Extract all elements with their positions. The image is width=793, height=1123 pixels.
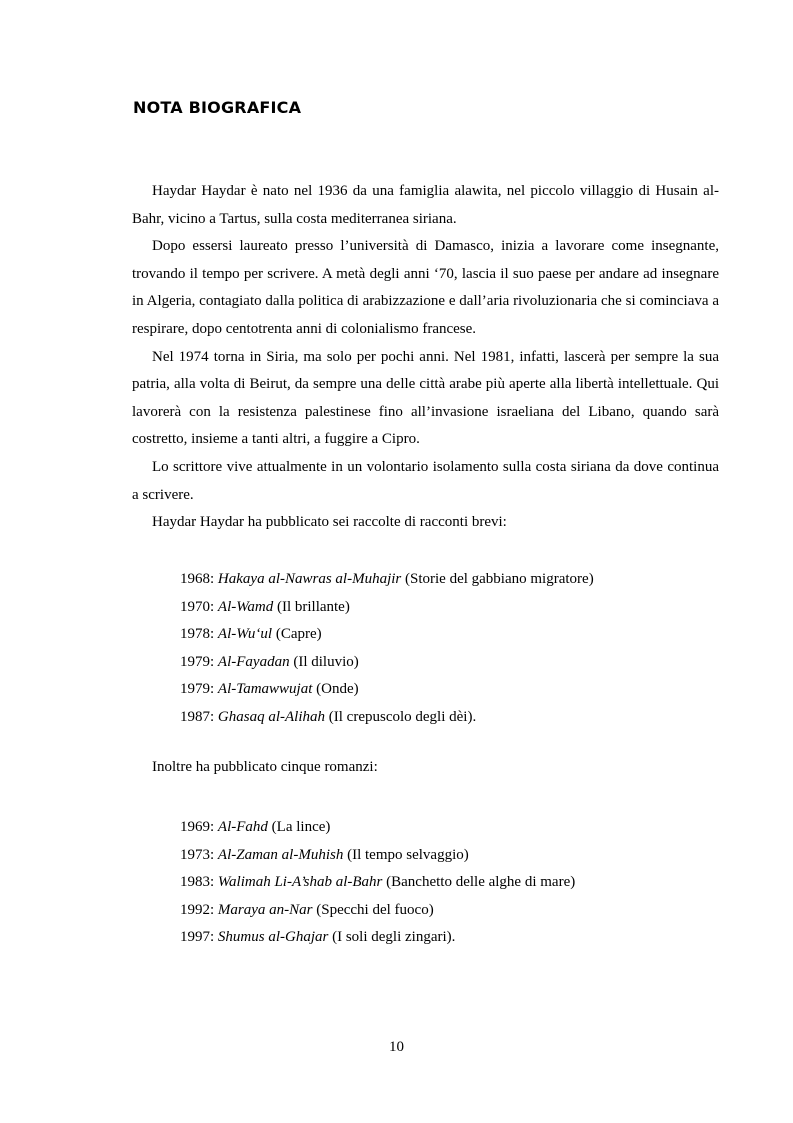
list-item-title: Hakaya al-Nawras al-Muhajir: [217, 571, 402, 587]
page-title: NOTA BIOGRAFICA: [133, 98, 302, 117]
list-item-translation: (Storie del gabbiano migratore): [401, 571, 594, 587]
list-item-year: 1987:: [180, 708, 218, 725]
paragraph: Haydar Haydar è nato nel 1936 da una famiglia alawita, nel piccolo villaggio di Husain al-Bahr, vicino a Tartus, sulla costa mediterranea siriana.: [132, 183, 719, 227]
list-item: [180, 897, 575, 925]
list-item-title: Al-Fahd: [217, 819, 268, 835]
list-item: [180, 704, 594, 732]
biography-text: [132, 178, 719, 537]
page-number: 10: [389, 1039, 404, 1055]
paragraph: Haydar Haydar ha pubblicato sei raccolte di racconti brevi:: [152, 514, 507, 531]
novel-list: [180, 814, 575, 952]
list-item-title: Al-Fayadan: [217, 653, 290, 670]
list-item-translation: (Banchetto delle alghe di mare): [382, 874, 576, 891]
list-item-translation: (Il crepuscolo degli dèi).: [325, 708, 477, 725]
list-item-year: 1978:: [180, 626, 218, 643]
list-item-year: 1983:: [180, 874, 218, 891]
list-item: [180, 869, 575, 897]
list-item: [180, 924, 575, 952]
list-item-translation: (Onde): [312, 681, 359, 698]
list-item-title: Ghasaq al-Alihah: [217, 708, 326, 725]
list-item-title: Shumus al-Ghajar: [217, 929, 329, 946]
list-item-title: Maraya an-Nar: [217, 901, 313, 918]
list-item-translation: (La lince): [267, 819, 331, 835]
list-item-translation: (Capre): [272, 626, 322, 643]
list-item-title: Walimah Li-A’shab al-Bahr: [217, 874, 383, 891]
list-item-year: 1979:: [180, 653, 218, 670]
list-item-year: 1992:: [180, 901, 218, 918]
list-item: [180, 649, 594, 677]
list-item: [180, 676, 594, 704]
list-item-title: Al-Wamd: [217, 598, 274, 615]
list-item-title: Al-Wu‘ul: [217, 626, 273, 643]
list-item-title: Al-Tamawwujat: [217, 681, 313, 698]
list-item: [180, 842, 575, 870]
list-item-translation: (Il diluvio): [289, 653, 359, 670]
novels-intro: Inoltre ha pubblicato cinque romanzi:: [152, 759, 378, 775]
short-story-list: [180, 566, 594, 732]
paragraph: Lo scrittore vive attualmente in un volontario isolamento sulla costa siriana da dove continua a scrivere.: [132, 458, 719, 503]
list-item-year: 1973:: [180, 846, 218, 863]
paragraph: Dopo essersi laureato presso l’università di Damasco, inizia a lavorare come insegnante, trovando il tempo per scrivere. A metà degli anni ‘70, lascia il suo paese per andare ad insegnare in Algeria, contagiato dalla politica di arabizzazione e dall’aria rivoluzionaria che si cominciava a respirare, dopo centotrenta anni di colonialismo francese.: [132, 238, 719, 337]
paragraph: Nel 1974 torna in Siria, ma solo per pochi anni. Nel 1981, infatti, lascerà per sempre la sua patria, alla volta di Beirut, da sempre una delle città arabe più aperte alla libertà intellettuale. Qui lavorerà con la resistenza palestinese fino all’invasione israeliana del Libano, quando sarà costretto, insieme a tanti altri, a fuggire a Cipro.: [132, 348, 719, 448]
list-item-year: 1979:: [180, 681, 218, 698]
list-item-translation: (Il tempo selvaggio): [343, 846, 469, 863]
list-item: [180, 814, 575, 842]
list-item-year: 1969:: [180, 819, 218, 835]
list-item-title: Al-Zaman al-Muhish: [217, 846, 344, 863]
list-item: [180, 594, 594, 622]
list-item: [180, 621, 594, 649]
list-item-year: 1970:: [180, 598, 218, 615]
list-item-year: 1968:: [180, 571, 218, 587]
list-item-translation: (Specchi del fuoco): [312, 901, 434, 918]
list-item-translation: (I soli degli zingari).: [328, 929, 456, 946]
list-item-translation: (Il brillante): [273, 598, 350, 615]
list-item-year: 1997:: [180, 929, 218, 946]
list-item: [180, 566, 594, 594]
